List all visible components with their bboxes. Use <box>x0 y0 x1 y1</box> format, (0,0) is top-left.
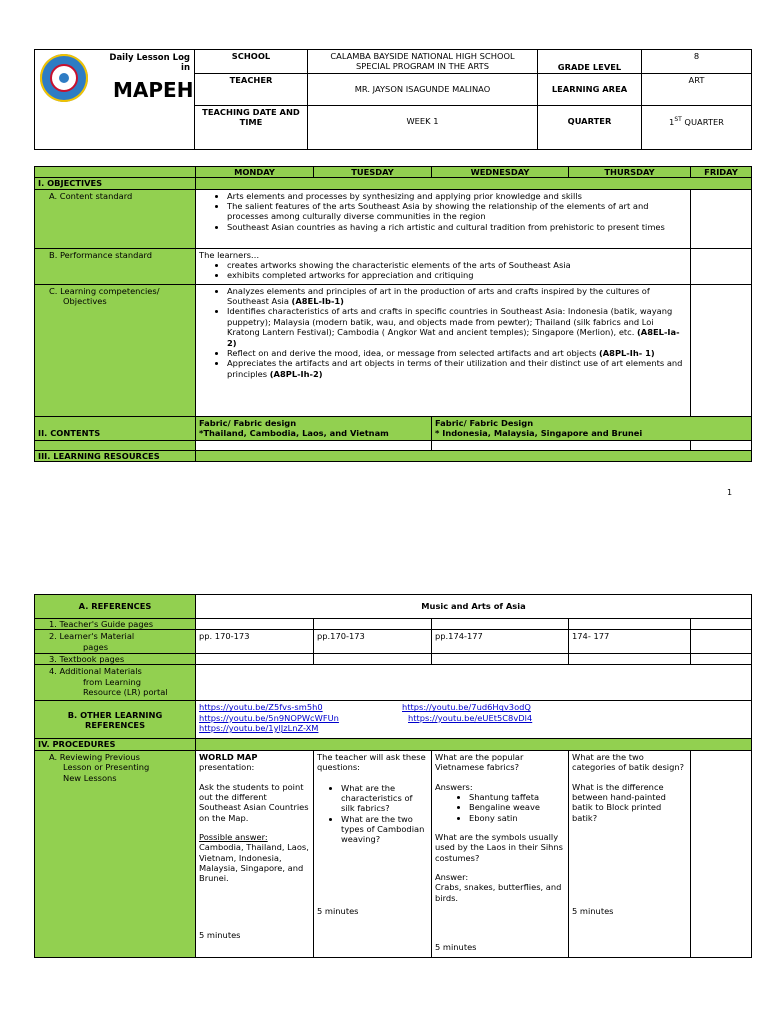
video-link[interactable]: https://youtu.be/eUEt5C8vDl4 <box>408 712 533 723</box>
performance-standard-cell <box>196 248 691 284</box>
teacher-label: TEACHER <box>195 74 308 106</box>
day-header-blank <box>35 167 196 178</box>
review-wednesday: What are the popular Vietnamese fabrics? Answers: • Shantung taffeta • Bengaline weave • Ebony satin What are the symbols usually used by the Laos in their Sihns costumes? Answer: Crabs, snakes, butterflies, and birds. 5 minutes <box>432 750 569 957</box>
lm-label: 2. Learner's Material pages <box>35 630 196 654</box>
video-link[interactable]: https://youtu.be/5n9NOPWcWFUn <box>199 712 339 723</box>
date-value: WEEK 1 <box>308 106 538 150</box>
header-table <box>34 49 752 150</box>
contents-right: Fabric/ Fabric Design * Indonesia, Malaysia, Singapore and Brunei <box>432 416 752 440</box>
review-monday: WORLD MAP presentation: Ask the students to point out the different Southeast Asian Countries on the Map. Possible answer: Cambodia, Thailand, Laos, Vietnam, Indonesia, Malaysia, Singapore, and Brunei. 5 minutes <box>196 750 314 957</box>
day-thursday: THURSDAY <box>569 167 691 178</box>
list-item: • What are the two types of Cambodian weaving? <box>341 814 428 845</box>
review-tuesday: The teacher will ask these questions: • What are the characteristics of silk fabrics? • What are the two types of Cambodian weaving? 5 minutes <box>314 750 432 957</box>
lm-thursday: 174- 177 <box>569 630 691 654</box>
video-link[interactable]: https://youtu.be/1ylJzLnZ-XM <box>199 723 319 734</box>
list-item: • Shantung taffeta <box>469 792 565 802</box>
review-thursday: What are the two categories of batik design? What is the difference between hand-painted batik to Block printed batik? 5 minutes <box>569 750 691 957</box>
school-value: CALAMBA BAYSIDE NATIONAL HIGH SCHOOL SPECIAL PROGRAM IN THE ARTS <box>308 50 538 74</box>
list-item: • The salient features of the arts Southeast Asia by showing the relationship of the elements of art and processes among culturally diverse communities in the region <box>227 201 687 222</box>
content-standard-cell <box>196 189 691 248</box>
school-label: SCHOOL <box>195 50 308 74</box>
area-label: LEARNING AREA <box>538 74 642 106</box>
video-link[interactable]: https://youtu.be/7ud6Hqv3odQ <box>402 702 531 713</box>
resources-heading: III. LEARNING RESOURCES <box>35 450 196 461</box>
review-friday <box>691 750 752 957</box>
contents-left: Fabric/ Fabric design *Thailand, Cambodia, Laos, and Vietnam <box>196 416 432 440</box>
day-wednesday: WEDNESDAY <box>432 167 569 178</box>
lm-monday: pp. 170-173 <box>196 630 314 654</box>
list-item: • What are the characteristics of silk fabrics? <box>341 783 428 814</box>
list-item: • Appreciates the artifacts and art objects in terms of their utilization and their distinct use of art elements and principles (A8PL-Ih-2) <box>227 358 687 379</box>
list-item: • Bengaline weave <box>469 802 565 812</box>
list-item: • exhibits completed artworks for appreciation and critiquing <box>227 270 687 280</box>
performance-intro: The learners… <box>199 249 260 260</box>
quarter-value: 1ST QUARTER <box>642 106 752 150</box>
references-title: Music and Arts of Asia <box>196 595 752 619</box>
lr-label: 4. Additional Materials from Learning Resource (LR) portal <box>35 665 196 701</box>
day-friday: FRIDAY <box>691 167 752 178</box>
log-title: Daily Lesson Log in <box>109 53 190 74</box>
list-item: • Reflect on and derive the mood, idea, or message from selected artifacts and art objects (A8PL-Ih- 1) <box>227 348 687 358</box>
competencies-label: C. Learning competencies/ Objectives <box>35 284 196 416</box>
competencies-cell <box>196 284 691 416</box>
other-references-label: B. OTHER LEARNING REFERENCES <box>35 701 196 739</box>
header-logo-cell <box>35 50 195 150</box>
objectives-table <box>34 166 752 462</box>
day-monday: MONDAY <box>196 167 314 178</box>
list-item: • creates artworks showing the characteristic elements of the arts of Southeast Asia <box>227 260 687 270</box>
list-item: • Identifies characteristics of arts and crafts in specific countries in Southeast Asia: Indonesia (batik, wayang puppetry); Malaysia (modern batik, wau, and objects made from pewter); Thailand (silk fabrics and Loi Kratong Lantern Festival); Cambodia ( Angkor Wat and ancient temples); Singapore (Merlion), etc. (A8EL-Ia-2) <box>227 306 687 347</box>
contents-heading: II. CONTENTS <box>35 416 196 440</box>
day-tuesday: TUESDAY <box>314 167 432 178</box>
review-label: A. Reviewing Previous Lesson or Presenting New Lessons <box>35 750 196 957</box>
subject-title: MAPEH <box>113 78 194 102</box>
content-standard-list <box>199 191 687 232</box>
competencies-list <box>199 286 687 379</box>
grade-label: GRADE LEVEL <box>538 50 642 74</box>
grade-value: 8 <box>642 50 752 74</box>
page-number: 1 <box>727 488 733 497</box>
performance-list <box>199 260 687 281</box>
objectives-heading: I. OBJECTIVES <box>35 178 196 189</box>
list-item: • Arts elements and processes by synthesizing and applying prior knowledge and skills <box>227 191 687 201</box>
list-item: • Ebony satin <box>469 813 565 823</box>
tg-label: 1. Teacher's Guide pages <box>35 619 196 630</box>
lm-tuesday: pp.170-173 <box>314 630 432 654</box>
video-link[interactable]: https://youtu.be/Z5fvs-sm5h0 <box>199 702 323 713</box>
procedures-heading: IV. PROCEDURES <box>35 739 196 750</box>
references-table <box>34 594 752 958</box>
deped-seal <box>40 54 88 102</box>
list-item: • Analyzes elements and principles of art in the production of arts and crafts inspired by the cultures of Southeast Asia (A8EL-Ib-1) <box>227 286 687 307</box>
lm-wednesday: pp.174-177 <box>432 630 569 654</box>
links-cell <box>196 701 752 739</box>
date-label: TEACHING DATE AND TIME <box>195 106 308 150</box>
list-item: • Southeast Asian countries as having a rich artistic and cultural tradition from prehistoric to present times <box>227 222 687 232</box>
performance-standard-label: B. Performance standard <box>35 248 196 284</box>
teacher-value: MR. JAYSON ISAGUNDE MALINAO <box>308 74 538 106</box>
area-value: ART <box>642 74 752 106</box>
tb-label: 3. Textbook pages <box>35 654 196 665</box>
quarter-label: QUARTER <box>538 106 642 150</box>
content-standard-label: A. Content standard <box>35 189 196 248</box>
references-heading: A. REFERENCES <box>35 595 196 619</box>
